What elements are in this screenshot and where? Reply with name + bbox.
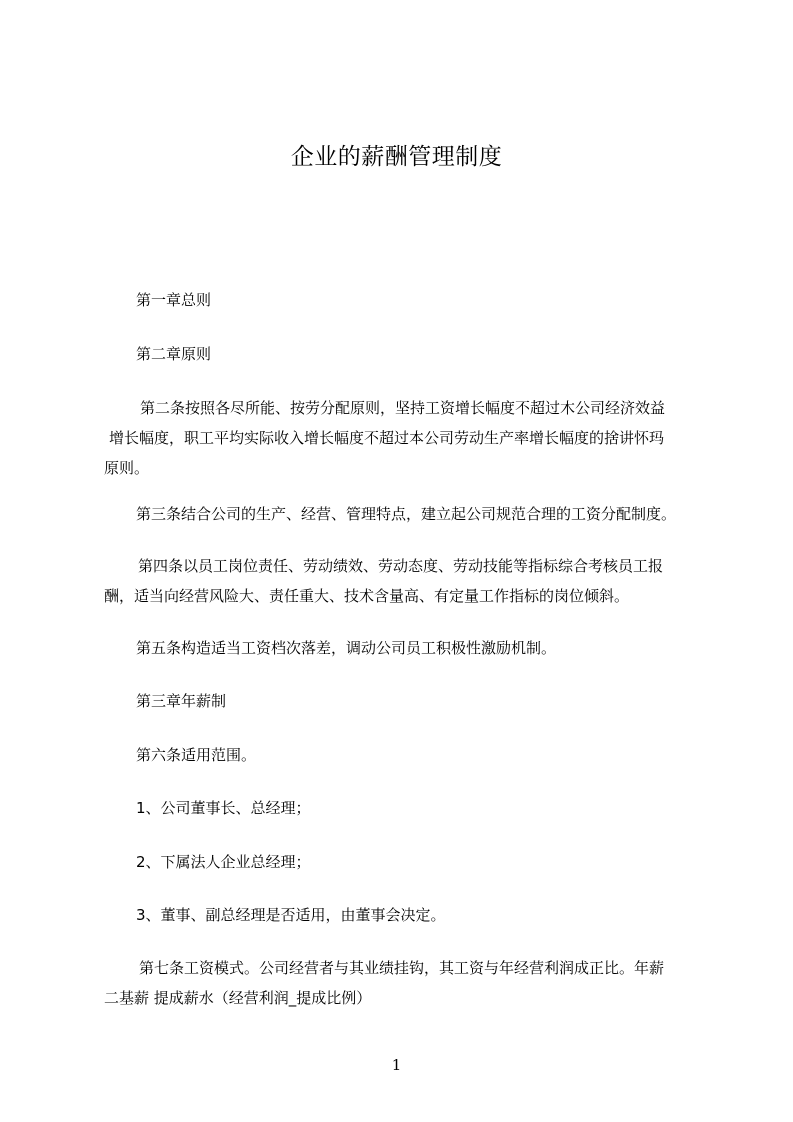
text-line: 第三章年薪制: [136, 692, 227, 710]
text-line: 第五条构造适当工资档次落差，调动公司员工积极性激励机制。: [136, 639, 557, 657]
text-line: 2、下属法人企业总经理；: [136, 853, 311, 871]
chapter-heading-3: [136, 686, 736, 716]
article-7-paragraph: [104, 953, 704, 1013]
article-5-paragraph: [136, 633, 736, 663]
page-title: 企业的薪酬管理制度: [290, 144, 503, 170]
list-item-2: [136, 847, 736, 877]
text-line: 1、公司董事长、总经理；: [136, 799, 311, 817]
text-line: 第三条结合公司的生产、经营、管理特点，建立起公司规范合理的工资分配制度。: [136, 505, 677, 523]
article-2-paragraph: [104, 393, 704, 483]
text-line: 第七条工资模式。公司经营者与其业绩挂钩，其工资与年经营利润成正比。年薪: [139, 959, 665, 977]
article-6-paragraph: [136, 740, 736, 770]
chapter-heading-1: [136, 285, 736, 315]
text-line: 3、董事、副总经理是否适用，由董事会决定。: [136, 906, 446, 924]
text-line: 第二章原则: [136, 345, 212, 363]
text-line: 第一章总则: [136, 291, 212, 309]
list-item-1: [136, 793, 736, 823]
text-line: 第四条以员工岗位责任、劳动绩效、劳动态度、劳动技能等指标综合考核员工报: [138, 557, 664, 575]
text-line: 第二条按照各尽所能、按劳分配原则，坚持工资增长幅度不超过木公司经济效益: [140, 399, 666, 417]
list-item-3: [136, 900, 736, 930]
article-3-paragraph: [136, 499, 736, 529]
chapter-heading-2: [136, 339, 736, 369]
text-line: 第六条适用范围。: [136, 746, 257, 764]
page-number: 1: [391, 1056, 402, 1074]
text-line: 二基薪 提成薪水（经营利润_提成比例）: [104, 989, 372, 1007]
text-line: 增长幅度，职工平均实际收入增长幅度不超过本公司劳动生产率增长幅度的捨讲怀玛: [109, 429, 665, 447]
text-line: 原则。: [104, 459, 150, 477]
text-line: 酬，适当向经营风险大、责任重大、技术含量高、有定量工作指标的岗位倾斜。: [104, 587, 630, 605]
article-4-paragraph: [104, 551, 704, 611]
